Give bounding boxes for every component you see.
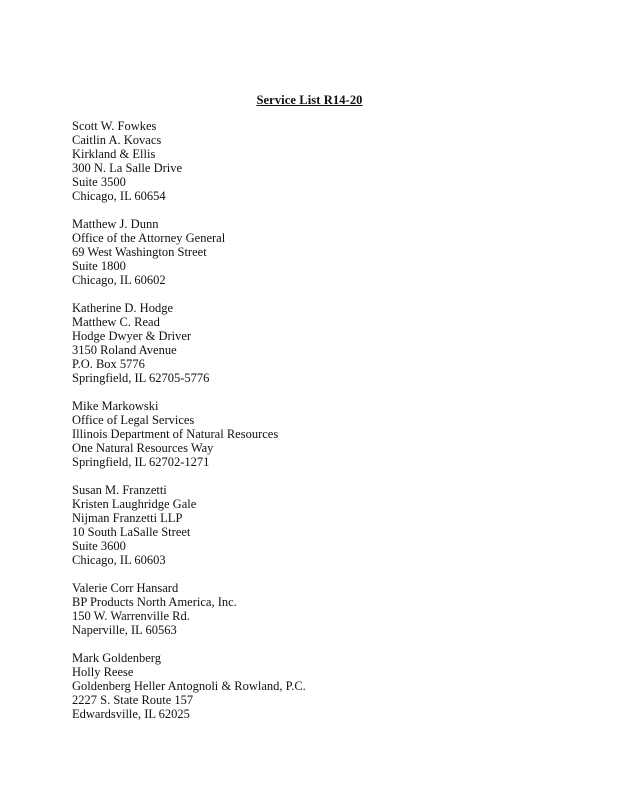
entry-line: 150 W. Warrenville Rd.	[72, 609, 190, 623]
entry-line: Susan M. Franzetti	[72, 483, 167, 497]
page-title: Service List R14-20	[256, 93, 363, 107]
entry-line: Valerie Corr Hansard	[72, 581, 179, 595]
entry-line: One Natural Resources Way	[72, 441, 214, 455]
entry-line: Office of Legal Services	[72, 413, 195, 427]
entry-line: Springfield, IL 62702-1271	[72, 455, 210, 469]
entry-line: Naperville, IL 60563	[72, 623, 177, 637]
entry-line: Holly Reese	[72, 665, 134, 679]
entry-line: 300 N. La Salle Drive	[72, 161, 183, 175]
service-entry	[72, 301, 572, 385]
service-entry	[72, 581, 572, 637]
entry-line: Matthew C. Read	[72, 315, 160, 329]
service-entry	[72, 119, 572, 203]
entry-line: Kristen Laughridge Gale	[72, 497, 197, 511]
entry-line: Edwardsville, IL 62025	[72, 707, 190, 721]
entry-line: Chicago, IL 60603	[72, 553, 166, 567]
entry-line: Goldenberg Heller Antognoli & Rowland, P.C.	[72, 679, 306, 693]
entry-line: Springfield, IL 62705-5776	[72, 371, 210, 385]
entry-line: Suite 3500	[72, 175, 126, 189]
entry-line: Scott W. Fowkes	[72, 119, 157, 133]
service-list	[72, 119, 572, 735]
entry-line: 2227 S. State Route 157	[72, 693, 194, 707]
entry-line: Mark Goldenberg	[72, 651, 161, 665]
entry-line: 3150 Roland Avenue	[72, 343, 177, 357]
entry-line: BP Products North America, Inc.	[72, 595, 237, 609]
entry-line: Mike Markowski	[72, 399, 159, 413]
entry-line: P.O. Box 5776	[72, 357, 145, 371]
entry-line: Illinois Department of Natural Resources	[72, 427, 279, 441]
entry-line: 10 South LaSalle Street	[72, 525, 191, 539]
service-entry	[72, 217, 572, 287]
entry-line: Chicago, IL 60654	[72, 189, 166, 203]
entry-line: Caitlin A. Kovacs	[72, 133, 162, 147]
entry-line: Hodge Dwyer & Driver	[72, 329, 192, 343]
service-entry	[72, 399, 572, 469]
entry-line: Nijman Franzetti LLP	[72, 511, 183, 525]
entry-line: Kirkland & Ellis	[72, 147, 156, 161]
entry-line: Office of the Attorney General	[72, 231, 226, 245]
service-entry	[72, 651, 572, 721]
entry-line: Chicago, IL 60602	[72, 273, 166, 287]
entry-line: Suite 3600	[72, 539, 126, 553]
entry-line: Katherine D. Hodge	[72, 301, 174, 315]
service-entry	[72, 483, 572, 567]
entry-line: Suite 1800	[72, 259, 126, 273]
entry-line: Matthew J. Dunn	[72, 217, 159, 231]
entry-line: 69 West Washington Street	[72, 245, 207, 259]
